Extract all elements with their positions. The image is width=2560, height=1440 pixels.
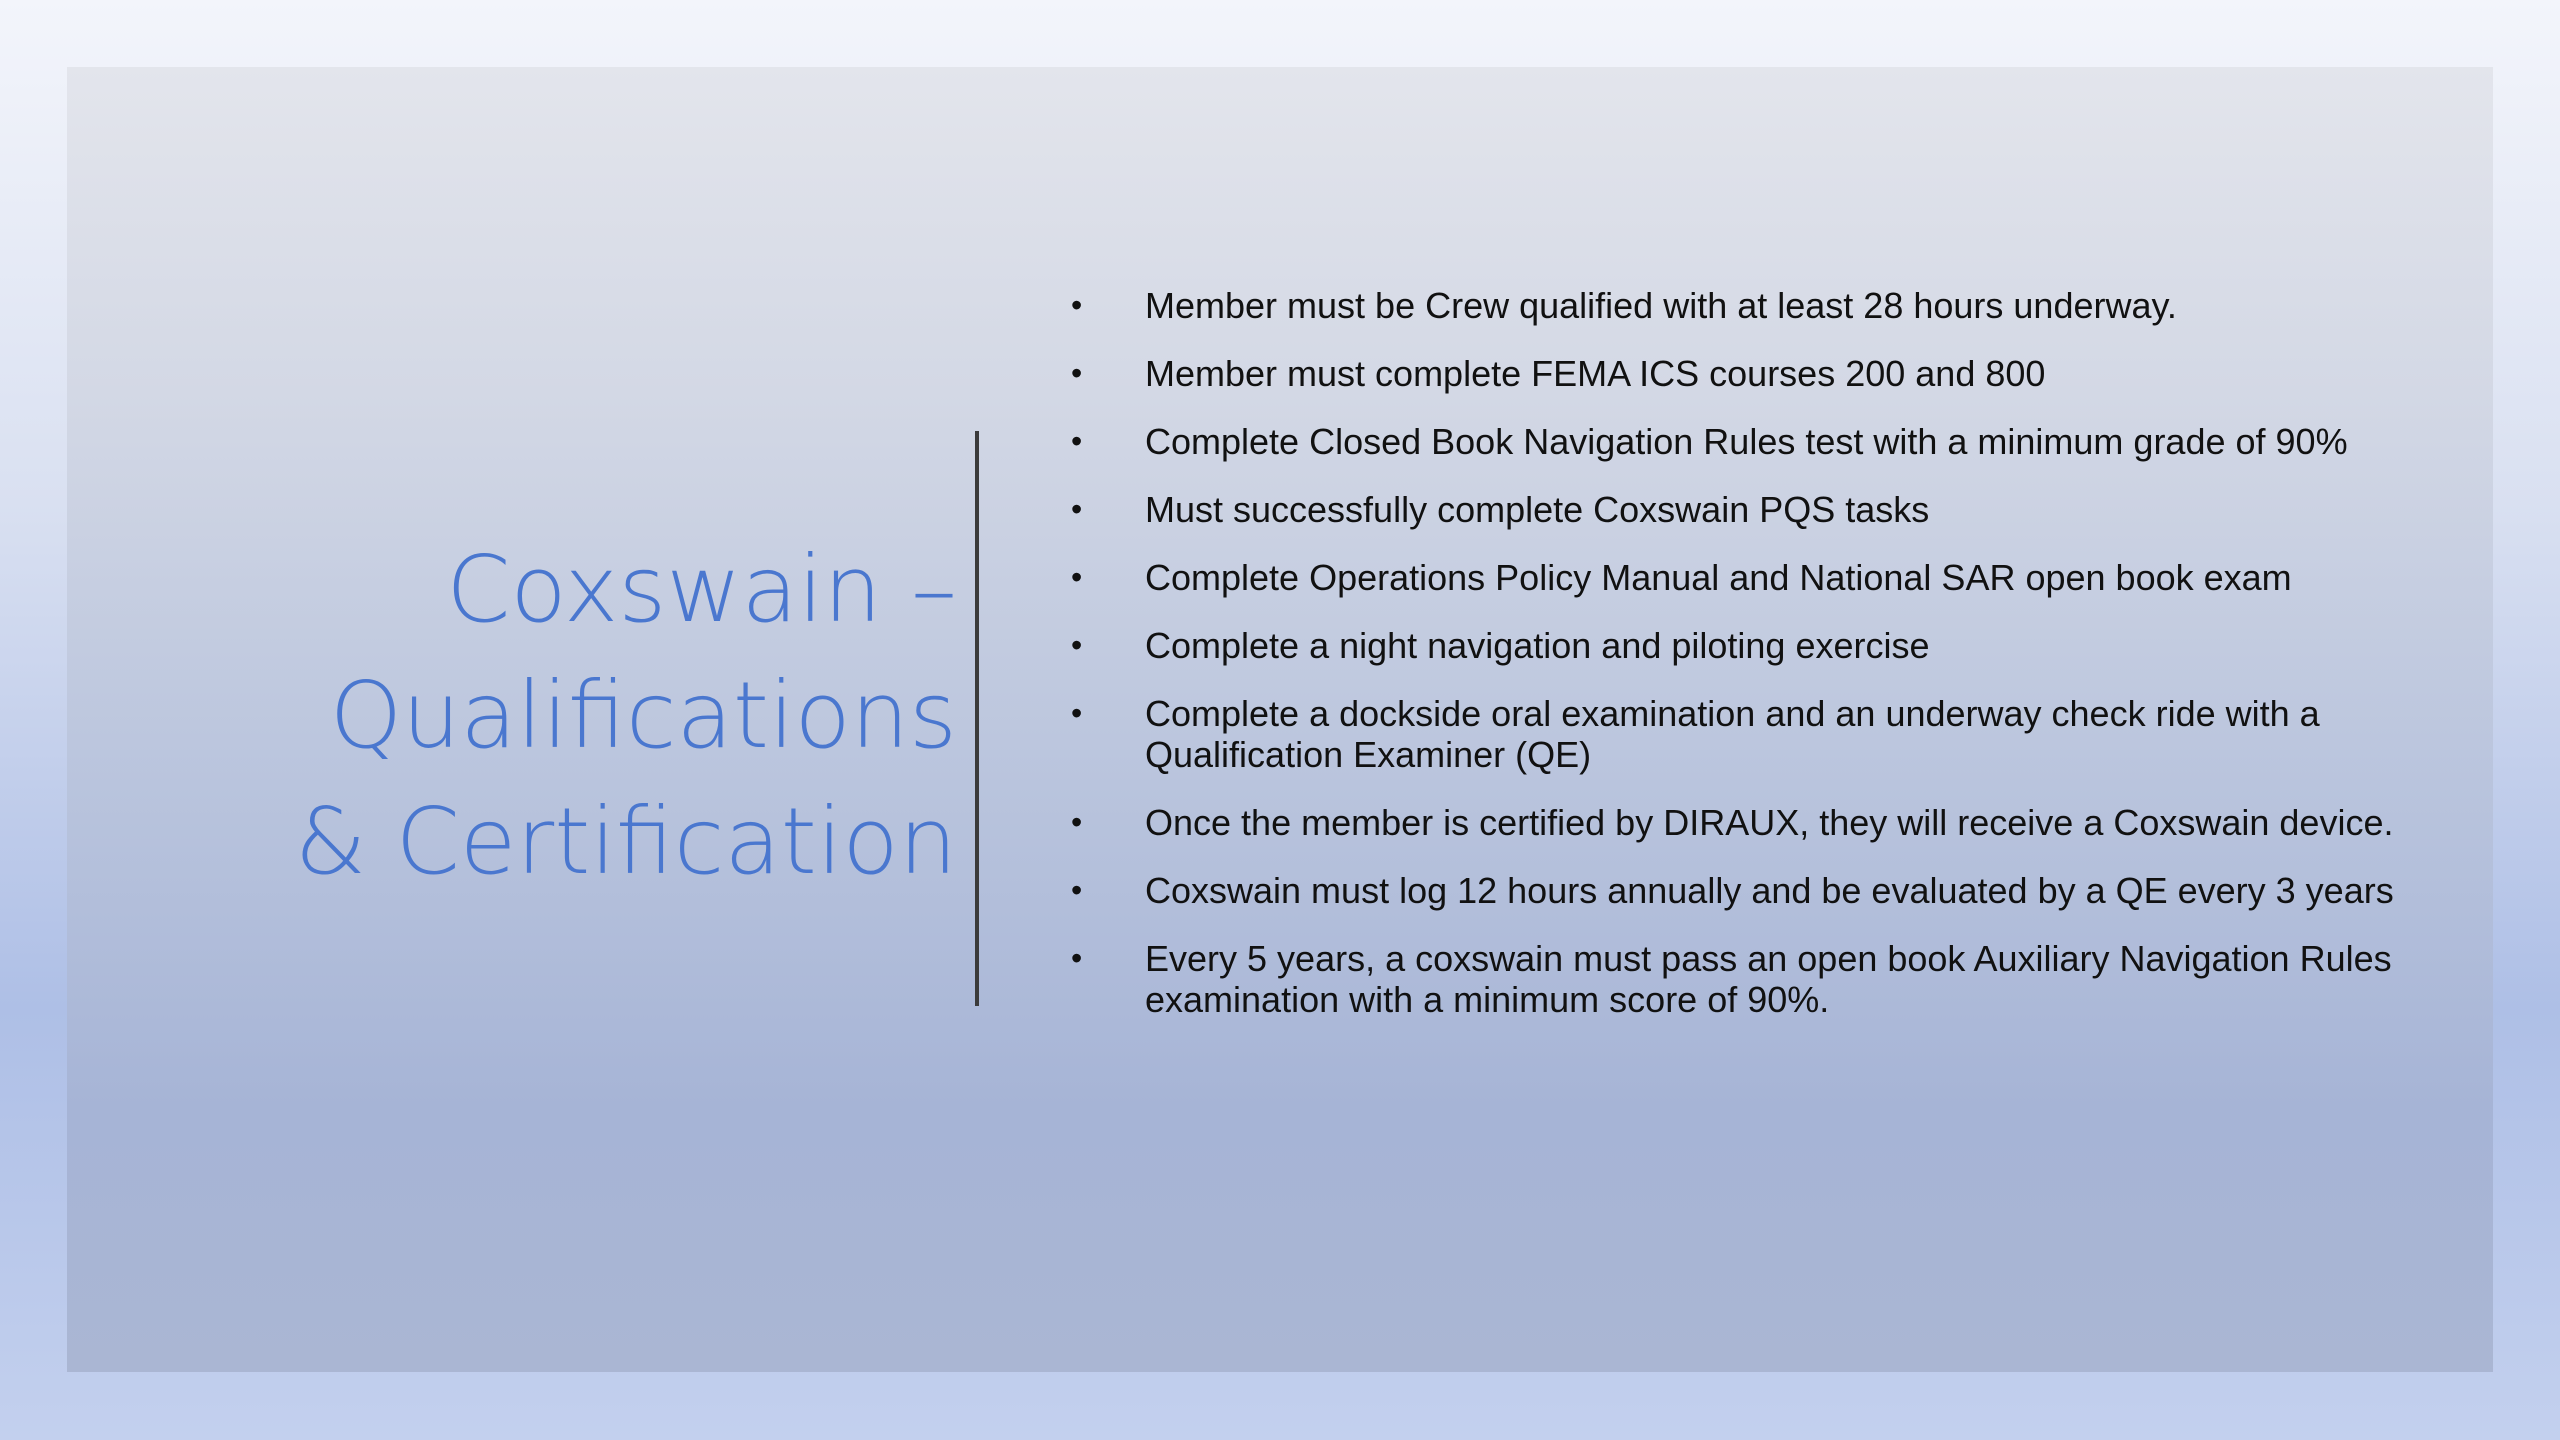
- vertical-divider: [975, 431, 979, 1006]
- bullet-item: [1067, 421, 2447, 462]
- bullet-icon: •: [1071, 804, 1083, 840]
- bullet-icon: •: [1071, 872, 1083, 908]
- title-line-2: Qualifications: [329, 662, 957, 769]
- bullet-text: Complete a night navigation and piloting exercise: [1145, 625, 1930, 666]
- bullet-item: [1067, 938, 2447, 1020]
- bullet-item: [1067, 285, 2447, 326]
- bullet-item: [1067, 353, 2447, 394]
- bullet-item: [1067, 489, 2447, 530]
- bullet-icon: •: [1071, 559, 1083, 595]
- bullet-list: [1067, 285, 2447, 1047]
- bullet-text: Member must be Crew qualified with at least 28 hours underway.: [1145, 285, 2177, 326]
- bullet-text: Complete Closed Book Navigation Rules test with a minimum grade of 90%: [1145, 421, 2348, 462]
- bullet-item: [1067, 870, 2447, 911]
- bullet-text: Complete a dockside oral examination and an underway check ride with a Qualification Examiner (QE): [1145, 693, 2320, 775]
- bullet-icon: •: [1071, 627, 1083, 663]
- bullet-text: Complete Operations Policy Manual and National SAR open book exam: [1145, 557, 2292, 598]
- bullet-icon: •: [1071, 491, 1083, 527]
- bullet-icon: •: [1071, 940, 1083, 976]
- bullet-icon: •: [1071, 423, 1083, 459]
- bullet-item: [1067, 693, 2447, 775]
- bullet-item: [1067, 802, 2447, 843]
- bullet-item: [1067, 625, 2447, 666]
- bullet-text: Once the member is certified by DIRAUX, they will receive a Coxswain device.: [1145, 802, 2394, 843]
- bullet-text: Coxswain must log 12 hours annually and be evaluated by a QE every 3 years: [1145, 870, 2394, 911]
- bullet-icon: •: [1071, 695, 1083, 731]
- slide: [67, 67, 2493, 1372]
- bullet-text: Every 5 years, a coxswain must pass an open book Auxiliary Navigation Rules examination with a minimum score of 90%.: [1145, 938, 2392, 1020]
- bullet-text: Member must complete FEMA ICS courses 200 and 800: [1145, 353, 2046, 394]
- slide-title: [147, 527, 957, 905]
- bullet-icon: •: [1071, 287, 1083, 323]
- bullet-item: [1067, 557, 2447, 598]
- title-line-1: Coxswain –: [446, 536, 957, 643]
- bullet-icon: •: [1071, 355, 1083, 391]
- bullet-text: Must successfully complete Coxswain PQS tasks: [1145, 489, 1930, 530]
- title-line-3: & Certification: [294, 788, 957, 895]
